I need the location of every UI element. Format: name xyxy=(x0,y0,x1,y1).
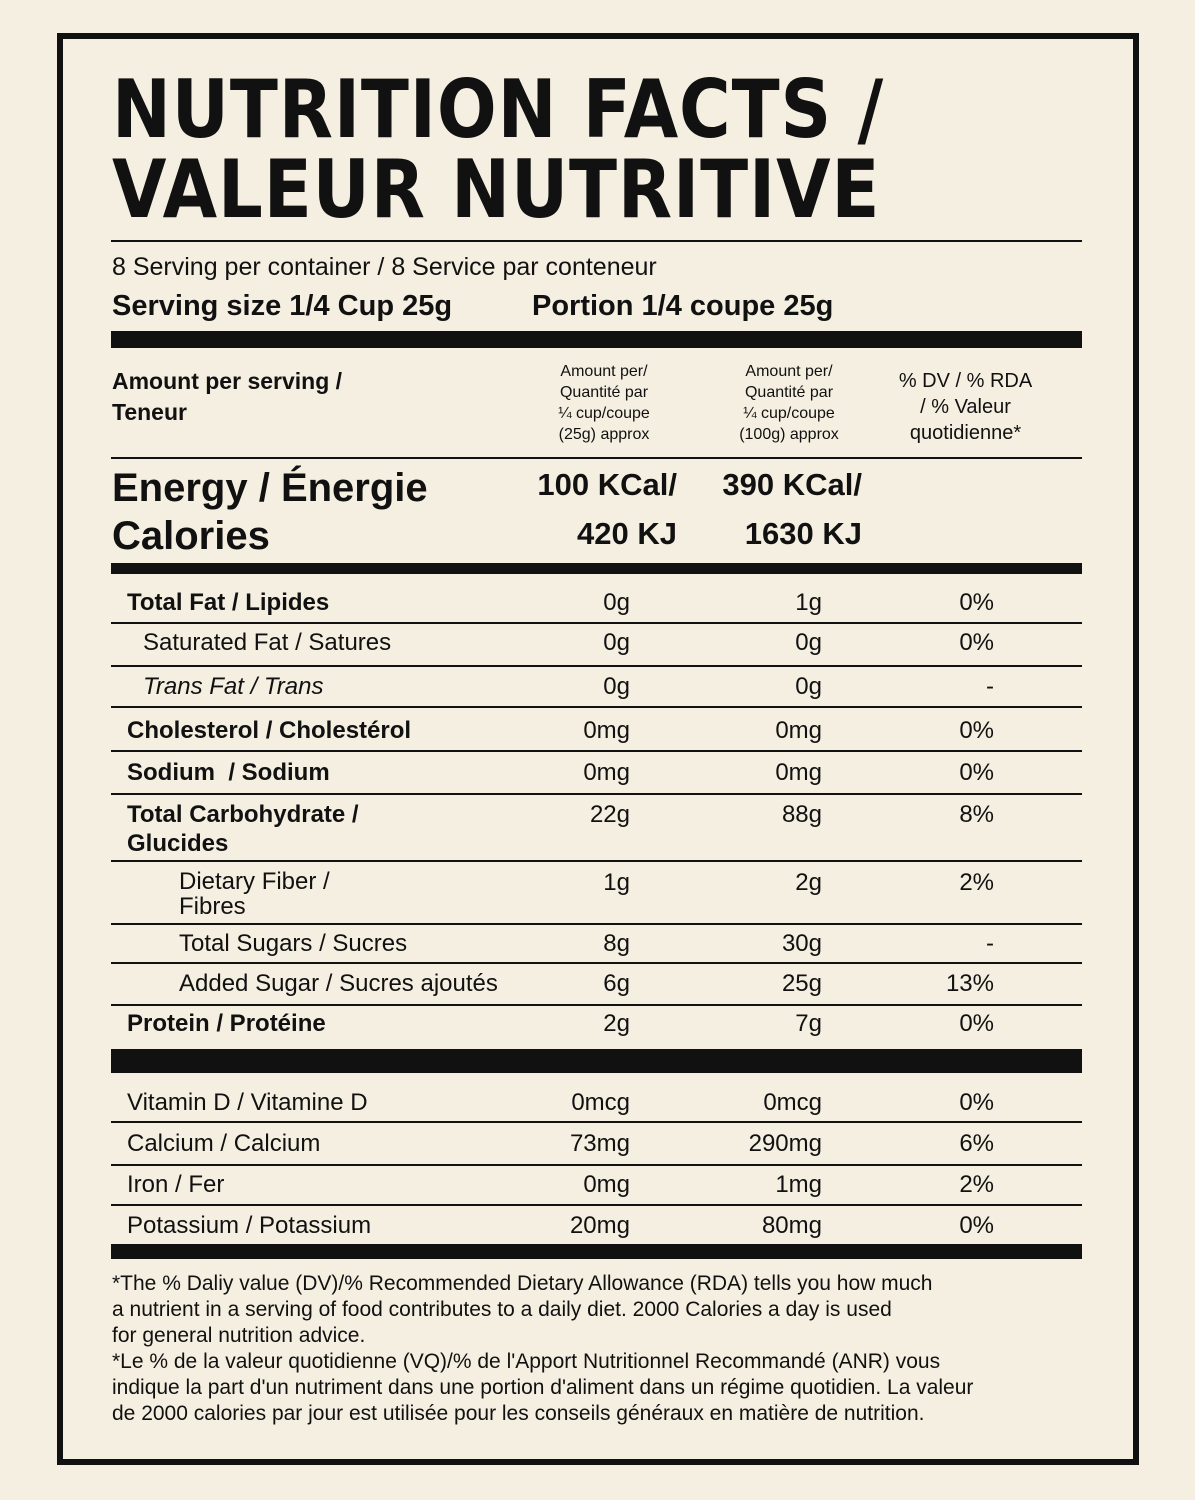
nutrient-trans-fat: Trans Fat / Trans xyxy=(143,673,324,700)
vitamin-d-dv: 0% xyxy=(959,1089,994,1116)
calcium-25g: 73mg xyxy=(569,1130,630,1157)
dietary-fiber-100g: 2g xyxy=(795,869,822,896)
trans-fat-dv: - xyxy=(986,673,994,700)
vitamin-d: Vitamin D / Vitamine D xyxy=(127,1089,368,1116)
divider xyxy=(111,457,1082,459)
calcium: Calcium / Calcium xyxy=(127,1130,321,1157)
footnote-line: *Le % de la valeur quotidienne (VQ)/% de l'Apport Nutritionnel Recommandé (ANR) vous xyxy=(112,1350,941,1373)
title-line-2: VALEUR NUTRITIVE xyxy=(112,143,881,236)
energy-100g-kj: 1630 KJ xyxy=(744,516,862,551)
iron: Iron / Fer xyxy=(127,1171,225,1198)
iron-25g: 0mg xyxy=(583,1171,630,1198)
divider xyxy=(111,1204,1082,1206)
energy-25g-kcal: 100 KCal/ xyxy=(537,467,677,502)
title-line-1: NUTRITION FACTS / xyxy=(112,63,885,156)
calories-label: Calories xyxy=(112,514,270,558)
carbohydrate-100g: 88g xyxy=(781,801,822,828)
added-sugar-dv: 13% xyxy=(945,970,994,997)
nutrient-carbohydrate-fr: Glucides xyxy=(127,830,229,857)
nutrient-dietary-fiber-fr: Fibres xyxy=(179,893,246,920)
nutrient-added-sugar: Added Sugar / Sucres ajoutés xyxy=(179,970,498,997)
divider xyxy=(111,240,1082,242)
column-header-25g: Amount per/ Quantité par ¼ cup/coupe (25g) approx xyxy=(558,363,650,443)
total-sugars-dv: - xyxy=(986,930,994,957)
nutrient-protein: Protein / Protéine xyxy=(127,1010,326,1037)
iron-dv: 2% xyxy=(959,1171,994,1198)
potassium-100g: 80mg xyxy=(761,1212,822,1239)
vitamin-d-25g: 0mcg xyxy=(571,1089,630,1116)
cholesterol-25g: 0mg xyxy=(583,717,630,744)
column-header-100g: Amount per/ Quantité par ¼ cup/coupe (100g) approx xyxy=(739,363,839,443)
calcium-100g: 290mg xyxy=(748,1130,822,1157)
calcium-dv: 6% xyxy=(959,1130,994,1157)
divider xyxy=(111,860,1082,862)
trans-fat-100g: 0g xyxy=(795,673,822,700)
column-header-dv: % DV / % RDA / % Valeur quotidienne* xyxy=(898,370,1033,444)
nutrient-saturated-fat: Saturated Fat / Satures xyxy=(143,629,392,656)
thick-divider xyxy=(111,563,1082,574)
total-fat-dv: 0% xyxy=(959,589,994,616)
divider xyxy=(111,1164,1082,1166)
potassium-25g: 20mg xyxy=(569,1212,630,1239)
vitamin-d-100g: 0mcg xyxy=(763,1089,822,1116)
footnote-line: indique la part d'un nutriment dans une portion d'aliment dans un régime quotidien. La valeur xyxy=(112,1376,974,1399)
footnote-line: *The % Daliy value (DV)/% Recommended Dietary Allowance (RDA) tells you how much xyxy=(112,1272,933,1295)
cholesterol-dv: 0% xyxy=(959,717,994,744)
dietary-fiber-25g: 1g xyxy=(603,869,630,896)
divider xyxy=(111,706,1082,708)
divider xyxy=(111,665,1082,667)
divider xyxy=(111,1121,1082,1123)
saturated-fat-dv: 0% xyxy=(959,629,994,656)
sodium-dv: 0% xyxy=(959,759,994,786)
carbohydrate-25g: 22g xyxy=(589,801,630,828)
nutrient-sodium: Sodium / Sodium xyxy=(127,759,330,786)
divider xyxy=(111,622,1082,624)
thick-divider xyxy=(111,331,1082,348)
dietary-fiber-dv: 2% xyxy=(959,869,994,896)
total-sugars-100g: 30g xyxy=(781,930,822,957)
thick-divider xyxy=(111,1244,1082,1259)
saturated-fat-100g: 0g xyxy=(795,629,822,656)
protein-dv: 0% xyxy=(959,1010,994,1037)
divider xyxy=(111,750,1082,752)
iron-100g: 1mg xyxy=(775,1171,822,1198)
nutrient-dietary-fiber: Dietary Fiber / xyxy=(179,868,330,895)
divider xyxy=(111,962,1082,964)
nutrient-carbohydrate: Total Carbohydrate / xyxy=(127,801,359,828)
sodium-25g: 0mg xyxy=(583,759,630,786)
protein-100g: 7g xyxy=(795,1010,822,1037)
trans-fat-25g: 0g xyxy=(603,673,630,700)
servings-per-container: 8 Serving per container / 8 Service par conteneur xyxy=(112,253,657,281)
divider xyxy=(111,793,1082,795)
footnote-line: a nutrient in a serving of food contributes to a daily diet. 2000 Calories a day is used xyxy=(112,1298,892,1321)
divider xyxy=(111,1004,1082,1006)
energy-label: Energy / Énergie xyxy=(112,466,428,510)
footnote-line: de 2000 calories par jour est utilisée pour les conseils généraux en matière de nutrition. xyxy=(112,1402,925,1425)
protein-25g: 2g xyxy=(603,1010,630,1037)
footnote-line: for general nutrition advice. xyxy=(112,1324,366,1347)
energy-25g-kj: 420 KJ xyxy=(577,516,677,551)
nutrient-total-fat: Total Fat / Lipides xyxy=(127,589,330,616)
nutrient-cholesterol: Cholesterol / Cholestérol xyxy=(127,717,412,744)
saturated-fat-25g: 0g xyxy=(603,629,630,656)
sodium-100g: 0mg xyxy=(775,759,822,786)
total-sugars-25g: 8g xyxy=(603,930,630,957)
carbohydrate-dv: 8% xyxy=(959,801,994,828)
total-fat-100g: 1g xyxy=(795,589,822,616)
divider xyxy=(111,923,1082,925)
thick-divider xyxy=(111,1049,1082,1073)
serving-size-en: Serving size 1/4 Cup 25g xyxy=(112,290,453,322)
potassium: Potassium / Potassium xyxy=(127,1212,372,1239)
nutrient-total-sugars: Total Sugars / Sucres xyxy=(179,930,408,957)
total-fat-25g: 0g xyxy=(603,589,630,616)
potassium-dv: 0% xyxy=(959,1212,994,1239)
added-sugar-25g: 6g xyxy=(603,970,630,997)
energy-100g-kcal: 390 KCal/ xyxy=(722,467,862,502)
cholesterol-100g: 0mg xyxy=(775,717,822,744)
teneur-label: Teneur xyxy=(112,399,187,425)
added-sugar-100g: 25g xyxy=(781,970,822,997)
amount-per-serving-label: Amount per serving / xyxy=(112,368,343,394)
serving-size-fr: Portion 1/4 coupe 25g xyxy=(532,290,834,322)
